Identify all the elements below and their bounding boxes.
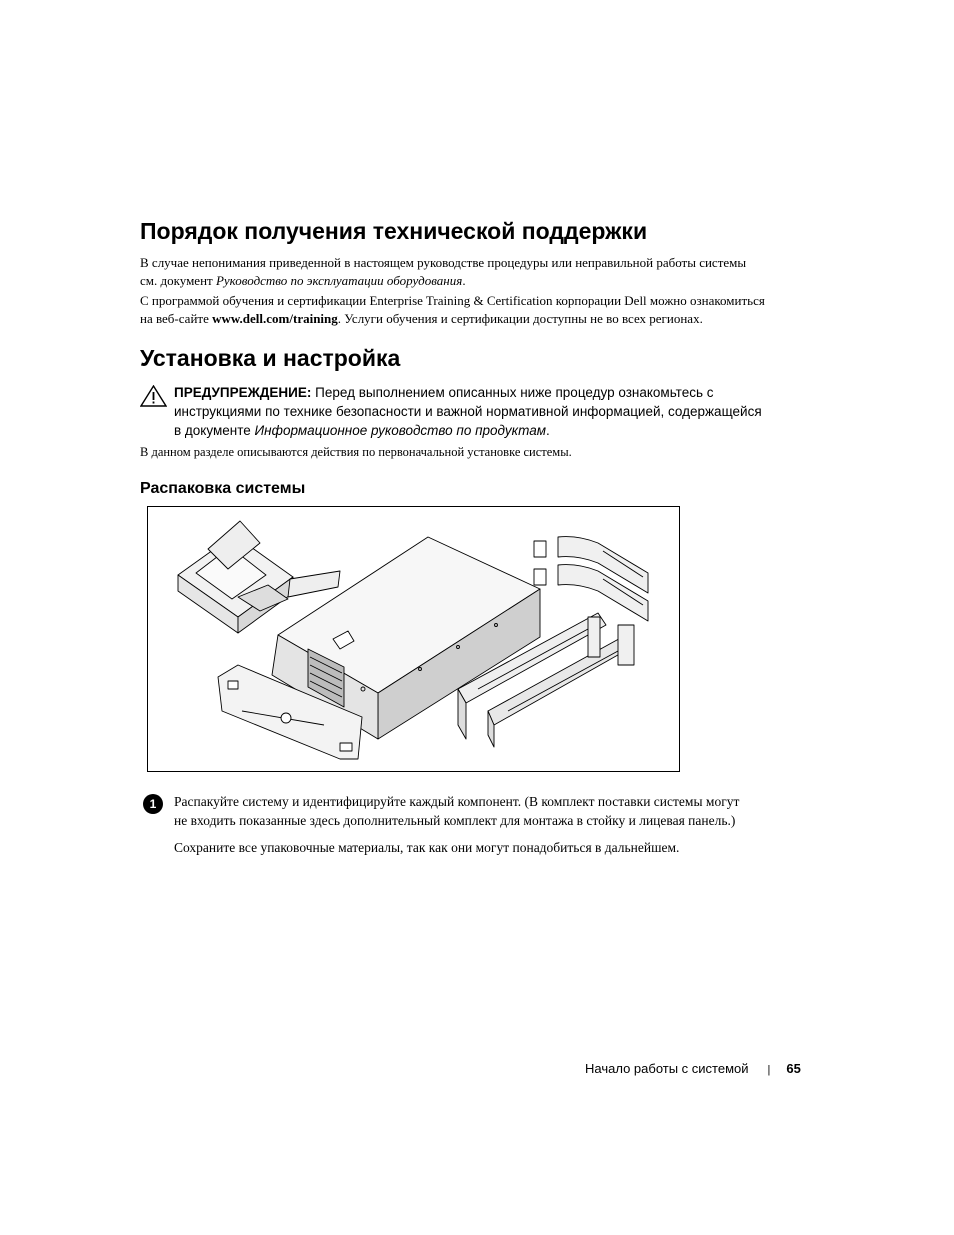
step-1-line2: не входить показанные здесь дополнительный комплект для монтажа в стойку и лицевая панель.) bbox=[174, 813, 736, 828]
warning-text bbox=[174, 383, 762, 440]
page-number: 65 bbox=[786, 1061, 801, 1076]
support-paragraph-1 bbox=[140, 254, 820, 290]
heading-unpacking: Распаковка системы bbox=[140, 480, 306, 497]
warning-line3-suffix: . bbox=[546, 423, 550, 438]
support-p2-prefix: на веб-сайте bbox=[140, 311, 213, 326]
warning-line3 bbox=[174, 421, 762, 440]
heading-technical-support: Порядок получения технической поддержки bbox=[140, 218, 648, 244]
warning-line1-text: Перед выполнением описанных ниже процедур ознакомьтесь с bbox=[311, 385, 714, 400]
support-paragraph-2 bbox=[140, 292, 820, 328]
product-info-guide-title: Информационное руководство по продуктам bbox=[254, 423, 546, 438]
page-footer bbox=[585, 1061, 801, 1076]
support-p1-prefix: см. документ bbox=[140, 273, 216, 288]
keep-packaging-note: Сохраните все упаковочные материалы, так как они могут понадобиться в дальнейшем. bbox=[174, 840, 680, 855]
step-1-text bbox=[174, 792, 739, 830]
warning-label: ПРЕДУПРЕЖДЕНИЕ: bbox=[174, 385, 312, 400]
setup-intro: В данном разделе описываются действия по первоначальной установке системы. bbox=[140, 445, 572, 459]
step-1-line1: Распакуйте систему и идентифицируйте каждый компонент. (В комплект поставки системы могут bbox=[174, 794, 740, 809]
cable-management-arm-drawing bbox=[534, 537, 648, 621]
support-p1-suffix: . bbox=[462, 273, 466, 288]
training-url-link[interactable]: www.dell.com/training bbox=[212, 311, 338, 326]
support-p2-suffix: . Услуги обучения и сертификации доступны не во всех регионах. bbox=[337, 311, 703, 326]
server-unpacking-drawing bbox=[148, 507, 679, 771]
unpacking-illustration bbox=[147, 506, 680, 772]
warning-triangle-icon bbox=[140, 385, 167, 407]
warning-line2: инструкциями по технике безопасности и важной нормативной информацией, содержащейся bbox=[174, 404, 762, 419]
support-p2-line2 bbox=[140, 310, 820, 328]
heading-setup: Установка и настройка bbox=[140, 345, 401, 371]
support-p1-line2 bbox=[140, 272, 820, 290]
support-p2-line1: С программой обучения и сертификации Enterprise Training & Certification корпорации Dell можно ознакомиться bbox=[140, 293, 765, 308]
manual-title-hardware: Руководство по эксплуатации оборудования bbox=[215, 273, 463, 288]
footer-separator: | bbox=[767, 1064, 771, 1076]
footer-chapter-title: Начало работы с системой bbox=[585, 1061, 749, 1076]
warning-line3-prefix: в документе bbox=[174, 423, 255, 438]
warning-line1 bbox=[174, 383, 762, 402]
support-p1-line1: В случае непонимания приведенной в настоящем руководстве процедуры или неправильной работы системы bbox=[140, 255, 747, 270]
step-number-badge: 1 bbox=[143, 794, 163, 814]
